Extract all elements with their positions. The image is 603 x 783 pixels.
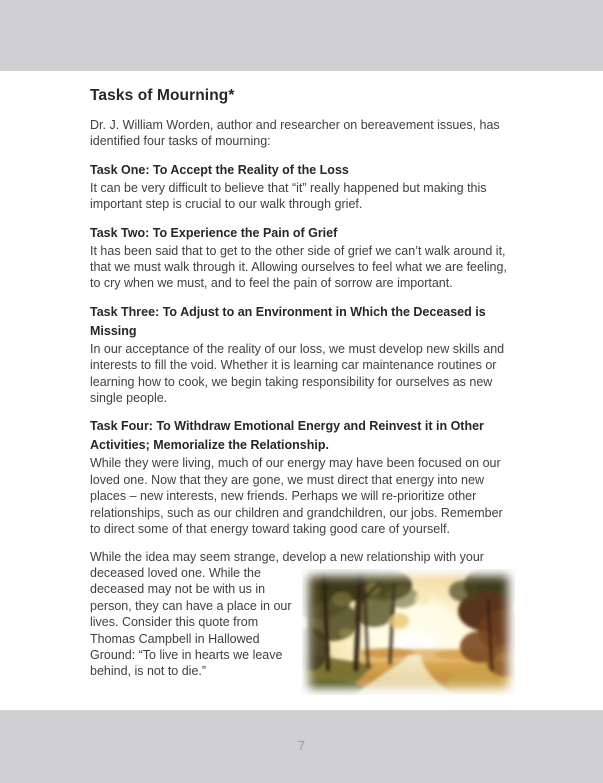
task-four-body: While they were living, much of our energy may have been focused on our loved one. Now that they are gone, we must direct that energy into new places – new interests, new friends. Perhaps we will re-prioritize other relationships, such as our children and grandchildren, our jobs. Remember to direct some of that energy toward taking good care of yourself. bbox=[90, 456, 503, 537]
closing-first-line: While the idea may seem strange, develop a new relationship with your bbox=[90, 549, 484, 564]
top-band bbox=[0, 0, 603, 71]
page-content bbox=[0, 71, 603, 710]
task-four-heading: Task Four: To Withdraw Emotional Energy and Reinvest it in Other Activities; Memorialize the Relationship. bbox=[90, 419, 484, 453]
closing-wrapped-text: deceased loved one. While the deceased may not be with us in person, they can have a place in our lives. Consider this quote from Thomas Campbell in Hallowed Ground: “To live in hearts we leave behind, is not to die.” bbox=[90, 565, 292, 679]
task-three-section bbox=[90, 303, 511, 407]
sunlit-path-photo bbox=[302, 569, 515, 695]
page-number: 7 bbox=[297, 738, 306, 753]
intro-paragraph: Dr. J. William Worden, author and researcher on bereavement issues, has identified four tasks of mourning: bbox=[90, 118, 500, 149]
task-two-heading: Task Two: To Experience the Pain of Grief bbox=[90, 225, 338, 240]
photo-illustration bbox=[302, 569, 515, 695]
task-three-heading: Task Three: To Adjust to an Environment in Which the Deceased is Missing bbox=[90, 304, 486, 338]
closing-row bbox=[90, 565, 511, 695]
task-one-body: It can be very difficult to believe that “it” really happened but making this important step is crucial to our walk through grief. bbox=[90, 180, 487, 212]
page-title: Tasks of Mourning* bbox=[90, 87, 235, 104]
task-two-body: It has been said that to get to the other side of grief we can’t walk around it, that we must walk through it. Allowing ourselves to feel what we are feeling, to cry when we must, and to feel the pain of sorrow are important. bbox=[90, 243, 507, 291]
task-one-section bbox=[90, 161, 511, 213]
task-two-section bbox=[90, 224, 511, 292]
task-one-heading: Task One: To Accept the Reality of the Loss bbox=[90, 162, 349, 177]
task-four-section bbox=[90, 417, 511, 537]
closing-paragraph bbox=[90, 549, 511, 695]
bottom-band bbox=[0, 710, 603, 783]
task-three-body: In our acceptance of the reality of our loss, we must develop new skills and interests to fill the void. Whether it is learning car maintenance routines or learning how to cook, we begin taking responsibility for ourselves as new single people. bbox=[90, 341, 505, 406]
